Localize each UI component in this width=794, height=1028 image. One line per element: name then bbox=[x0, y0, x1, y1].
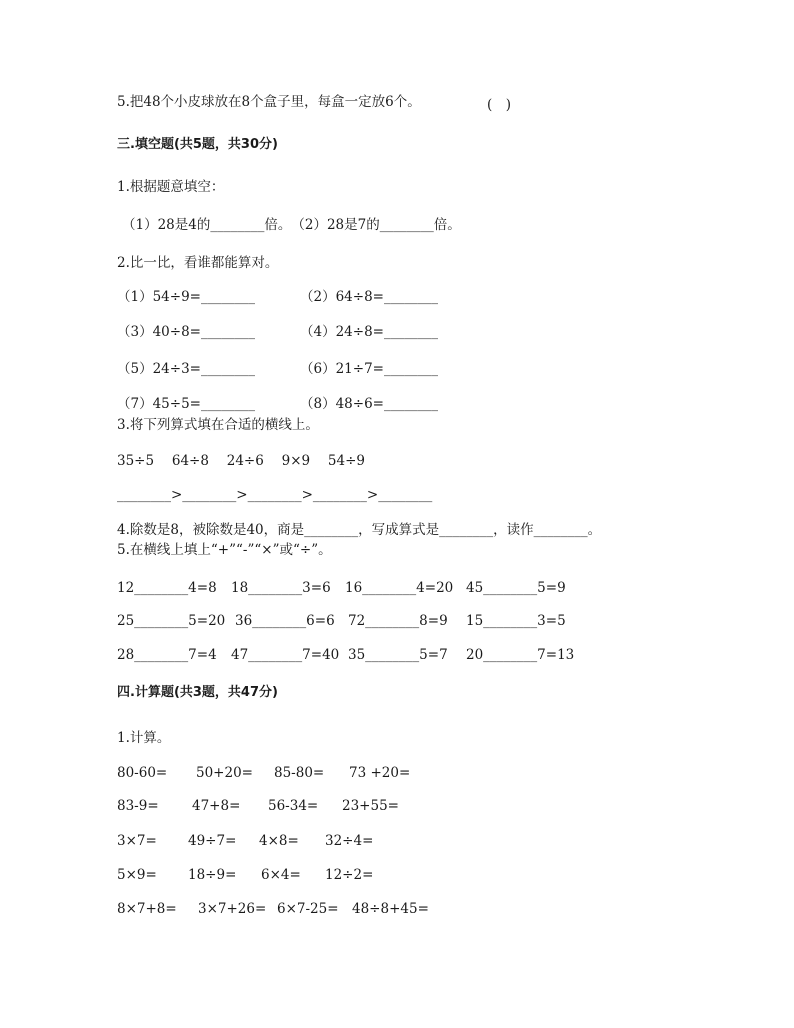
calc-item: 23+55= bbox=[342, 798, 399, 814]
calc-item: 56-34= bbox=[268, 798, 319, 814]
fill-5-item: 20________7=13 bbox=[466, 647, 575, 663]
calc-item: 3×7= bbox=[117, 833, 157, 849]
calc-item: 5×9= bbox=[117, 867, 157, 883]
fill-5-stem: 5.在横线上填上“+”“-”“×”或“÷”。 bbox=[117, 542, 332, 558]
fill-2-item: （1）54÷9=________ bbox=[117, 289, 255, 305]
tf-question-5: 5.把48个小皮球放在8个盒子里，每盒一定放6个。 bbox=[117, 94, 421, 110]
fill-2-item: （4）24÷8=________ bbox=[300, 324, 438, 340]
calc-item: 48÷8+45= bbox=[352, 901, 429, 917]
fill-2-item: （8）48÷6=________ bbox=[300, 396, 438, 412]
calc-item: 50+20= bbox=[196, 765, 253, 781]
fill-1-line: （1）28是4的________倍。 （2）28是7的________倍。 bbox=[122, 217, 461, 233]
calc-1-stem: 1.计算。 bbox=[117, 730, 171, 746]
fill-5-item: 47________7=40 bbox=[231, 647, 340, 663]
calc-item: 6×7-25= bbox=[277, 901, 339, 917]
calc-item: 8×7+8= bbox=[117, 901, 177, 917]
fill-5-item: 12________4=8 bbox=[117, 580, 217, 596]
fill-5-item: 15________3=5 bbox=[466, 613, 566, 629]
calc-item: 73 +20= bbox=[349, 765, 411, 781]
calc-item: 47+8= bbox=[192, 798, 241, 814]
calc-item: 12÷2= bbox=[325, 867, 374, 883]
answer-parentheses: ( ) bbox=[487, 97, 512, 113]
fill-5-item: 36________6=6 bbox=[235, 613, 335, 629]
fill-2-item: （2）64÷8=________ bbox=[300, 289, 438, 305]
calc-item: 80-60= bbox=[117, 765, 168, 781]
fill-2-item: （6）21÷7=________ bbox=[300, 361, 438, 377]
fill-5-item: 45________5=9 bbox=[466, 580, 566, 596]
fill-2-item: （7）45÷5=________ bbox=[117, 396, 255, 412]
fill-2-item: （3）40÷8=________ bbox=[117, 324, 255, 340]
fill-3-blanks: ________>________>________>________>________ bbox=[117, 487, 433, 503]
calc-item: 49÷7= bbox=[188, 833, 237, 849]
section-4-title: 四.计算题(共3题，共47分) bbox=[117, 685, 278, 700]
calc-item: 3×7+26= bbox=[198, 901, 267, 917]
calc-item: 6×4= bbox=[261, 867, 301, 883]
fill-3-expressions: 35÷5 64÷8 24÷6 9×9 54÷9 bbox=[117, 453, 365, 469]
calc-item: 85-80= bbox=[274, 765, 325, 781]
fill-3-stem: 3.将下列算式填在合适的横线上。 bbox=[117, 417, 319, 433]
fill-2-stem: 2.比一比，看谁都能算对。 bbox=[117, 255, 279, 271]
fill-2-item: （5）24÷3=________ bbox=[117, 361, 255, 377]
fill-5-item: 18________3=6 bbox=[231, 580, 331, 596]
fill-5-item: 28________7=4 bbox=[117, 647, 217, 663]
calc-item: 32÷4= bbox=[325, 833, 374, 849]
fill-5-item: 16________4=20 bbox=[345, 580, 454, 596]
calc-item: 18÷9= bbox=[188, 867, 237, 883]
fill-4-stem: 4.除数是8，被除数是40，商是________，写成算式是________，读作________。 bbox=[117, 522, 602, 538]
calc-item: 83-9= bbox=[117, 798, 159, 814]
fill-5-item: 35________5=7 bbox=[348, 647, 448, 663]
fill-5-item: 25________5=20 bbox=[117, 613, 226, 629]
fill-1-stem: 1.根据题意填空： bbox=[117, 179, 225, 195]
section-3-title: 三.填空题(共5题，共30分) bbox=[117, 137, 278, 152]
calc-item: 4×8= bbox=[259, 833, 299, 849]
fill-5-item: 72________8=9 bbox=[348, 613, 448, 629]
